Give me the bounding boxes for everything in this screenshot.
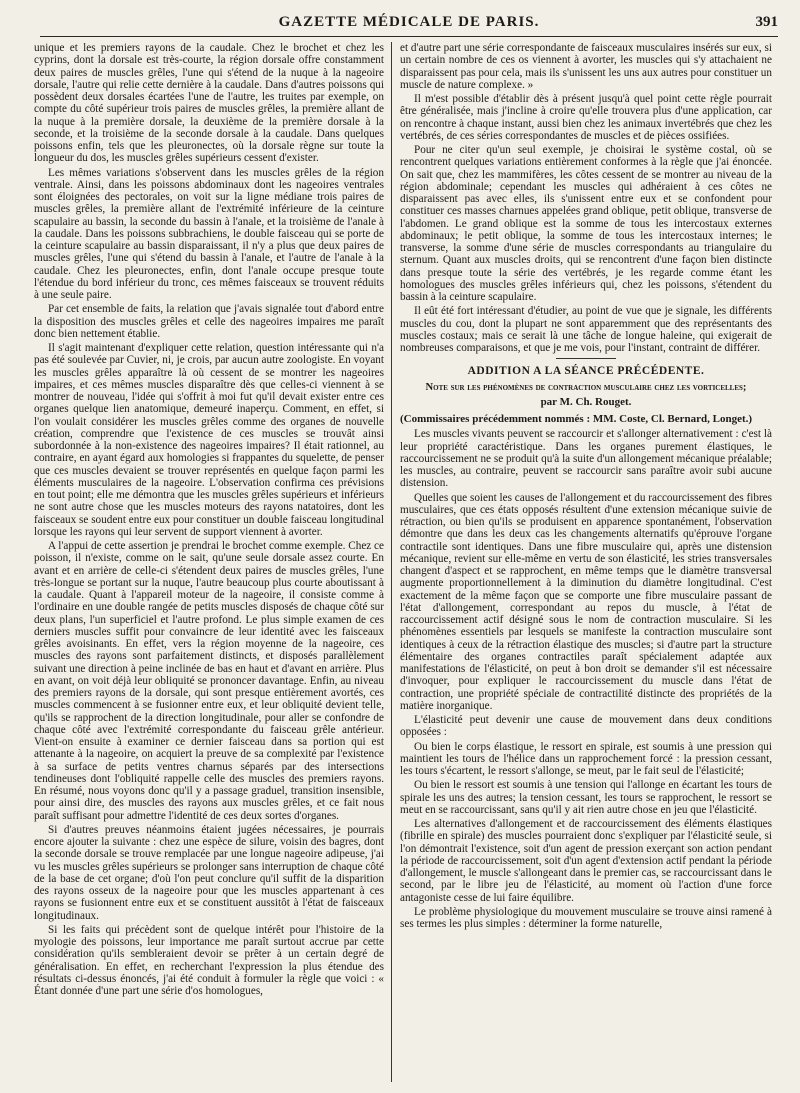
- page-number: 391: [755, 14, 778, 30]
- paragraph: Pour ne citer qu'un seul exemple, je choisirai le système costal, où se rencontrent quelques variations entièrement conformes à la règle que j'ai énoncée. On sait que, chez les mammifères, les côtes cessent de se montrer au niveau de la région abdominale; cependant les muscles qui adhéraient à ces côtes ne disparaissent pas avec elles, ils s'unissent entre eux et se confondent pour constituer ces masses charnues appelées grand oblique, petit oblique, transverse de l'abdomen. Le grand oblique est la somme de tous les intercostaux externes abdominaux; le petit oblique, la somme de tous les intercostaux internes; le transverse, la somme d'une série de muscles correspondants au triangulaire du sternum. Quant aux muscles droits, qui se rencontrent d'une façon bien distincte dans presque toute la série des vertébrés, je les regarde comme étant les homologues des muscles grêles inférieurs qui, chez les poissons, s'étendent du bassin à la ceinture scapulaire.: [400, 144, 772, 303]
- left-column: [34, 42, 384, 1082]
- column-divider: [391, 42, 392, 1082]
- page-header: [40, 12, 778, 36]
- journal-title: GAZETTE MÉDICALE DE PARIS.: [278, 14, 540, 30]
- right-column-intro: [400, 42, 772, 354]
- right-column: [400, 42, 772, 1082]
- addition-body: [400, 428, 772, 930]
- header-rule: [40, 36, 778, 37]
- paragraph: Les mêmes variations s'observent dans les muscles grêles de la région ventrale. Ainsi, dans les poissons abdominaux dont les nageoires ventrales sont éloignées des pectorales, on voit sur la ligne médiane trois paires de muscles grêles, la première allant de l'extrémité inférieure de la ceinture scapulaire au bassin, la seconde du bassin à l'anale, et la troisième de l'anale à la caudale. Dans les poissons subbrachiens, le double faisceau qui se porte de la ceinture scapulaire au bassin disparaissant, il n'y a plus que deux paires de muscles grêles, l'une qui s'étend du bassin à l'anale, et l'autre de l'anale à la caudale. Chez les pleuronectes, enfin, dont l'anale occupe presque toute l'étendue du bord inférieur du tronc, ces mêmes faisceaux se trouvent réduits à une seule paire.: [34, 166, 384, 301]
- paragraph: Par cet ensemble de faits, la relation que j'avais signalée tout d'abord entre la disposition des muscles grêles et celle des nageoires impaires me paraît donc bien nettement établie.: [34, 303, 384, 340]
- paragraph: Il s'agit maintenant d'expliquer cette relation, question intéressante qui n'a pas été soulevée par Cuvier, ni, je crois, par aucun autre zoologiste. En voyant les muscles grêles apparaître là où cessent de se montrer les nageoires impaires, et ces mêmes muscles disparaître dès que celles-ci viennent à se montrer de nouveau, l'idée qui s'offrit à moi fut qu'il devait exister entre ces organes quelque lien anatomique, demeuré inaperçu. Comment, en effet, si l'on voulait considérer les muscles grêles comme des organes de nouvelle création, comprendre que l'existence de ces muscles se trouvât ainsi subordonnée à la non-existence des nageoires impaires? Il était rationnel, au contraire, en ayant égard aux homologies si frappantes du squelette, de penser que ces muscles devaient se trouver représentés en quelque façon parmi les éléments musculaires de la nageoire. L'observation confirma ces prévisions en tout point; elle me démontra que les muscles grêles supérieurs et inférieurs ne sont autre chose que les muscles moteurs des rayons natatoires, dont les faisceaux se soudent entre eux pour constituer un double faisceau longitudinal lorsque les rayons qui leur servent de support viennent à avorter.: [34, 342, 384, 538]
- paragraph: Si les faits qui précèdent sont de quelque intérêt pour l'histoire de la myologie des poissons, leur importance me paraît surtout accrue par cette considération qu'ils sembleraient devoir se prêter à un certain degré de généralisation. En effet, en recherchant l'expression la plus étendue des résultats ci-dessus énoncés, j'ai été conduit à formuler la règle que voici : « Étant donnée d'une part une série d'os homologues,: [34, 923, 384, 997]
- paragraph: Si d'autres preuves néanmoins étaient jugées nécessaires, je pourrais encore ajouter la suivante : chez une espèce de silure, voisin des bagres, dont la seconde dorsale se trouve remplacée par une longue nageoire adipeuse, j'ai vu les muscles grêles supérieurs se prolonger sans interruption de chaque côté de la base de cet organe; d'où l'on peut conclure qu'il suffit de la disparition des rayons osseux de la nageoire pour que les muscles appartenant à ces rayons se fusionnent entre eux et se constituent aussitôt à l'état de faisceaux longitudinaux.: [34, 823, 384, 922]
- section-rule: [556, 358, 616, 359]
- paragraph: unique et les premiers rayons de la caudale. Chez le brochet et chez les cyprins, dont la dorsale est très-courte, la région dorsale offre constamment deux paires de muscles grêles, l'une qui s'étend de la nuque à la nageoire dorsale, l'autre qui relie cette dernière à la caudale. Dans d'autres poissons qui possèdent deux dorsales écartées l'une de l'autre, les truites par exemple, on compte du côté supérieur trois paires de muscles grêles, la première allant de la nuque à la première dorsale, la deuxième de la première dorsale à la seconde, et la troisième de la seconde dorsale à la caudale. Dans quelques poissons enfin, tels que les pleuronectes, où la dorsale règne sur toute la longueur du dos, les muscles grêles supérieurs cessent d'exister.: [34, 42, 384, 165]
- addition-commission: (Commissaires précédemment nommés : MM. Coste, Cl. Bernard, Longet.): [400, 413, 753, 425]
- paragraph: Ou bien le ressort est soumis à une tension qui l'allonge en écartant les tours de spirale les uns des autres; la tension cessant, les tours se rapprochent, le ressort se meut en se raccourcissant, sans qu'il y ait rien autre chose en jeu que l'élasticité.: [400, 779, 772, 816]
- paragraph: Quelles que soient les causes de l'allongement et du raccourcissement des fibres musculaires, que ces états opposés résultent d'une extension mécanique suivie de rétraction, ou bien qu'ils se produisent en apparence spontanément, l'observation démontre que dans les deux cas les changements alternatifs qu'éprouve l'organe contractile sont identiques. Dans une fibre musculaire qui, après une distension mécanique, revient sur elle-même en vertu de son élasticité, les stries transversales changent d'aspect et se rapprochent, en même temps que le diamètre transversal augmente proportionnellement à la diminution du diamètre longitudinal. C'est exactement de la même façon que se comporte une fibre musculaire passant de l'état d'allongement, correspondant au repos du muscle, à l'état de raccourcissement actif désigné sous le nom de contraction musculaire. Si les phénomènes essentiels par lesquels se manifeste la contraction musculaire sont identiques à ceux de la rétraction élastique des muscles; si d'autre part la structure élémentaire des organes contractiles paraît spécialement adaptée aux manifestations de l'élasticité, on peut à bon droit se demander s'il est nécessaire d'invoquer, pour expliquer le raccourcissement du muscle dans l'état de contraction, une propriété spéciale de contractilité distincte des propriétés de la matière inorganique.: [400, 491, 772, 712]
- paragraph: Le problème physiologique du mouvement musculaire se trouve ainsi ramené à ses termes les plus simples : déterminer la forme naturelle,: [400, 905, 772, 930]
- paragraph: et d'autre part une série correspondante de faisceaux musculaires insérés sur eux, si un certain nombre de ces os viennent à avorter, les muscles qui s'y attachaient ne disparaissent pas pour cela, mais ils s'unissent les uns aux autres pour constituer un muscle de nature complexe. »: [400, 42, 772, 91]
- paragraph: L'élasticité peut devenir une cause de mouvement dans deux conditions opposées :: [400, 714, 772, 739]
- paragraph: A l'appui de cette assertion je prendrai le brochet comme exemple. Chez ce poisson, il n'existe, comme on le sait, qu'une seule dorsale assez courte. En avant et en arrière de celle-ci s'étendent deux paires de muscles grêles, l'une très-longue se portant sur la nuque, l'autre beaucoup plus courte aboutissant à la caudale. Quant à l'appareil moteur de la nageoire, il consiste comme à l'ordinaire en une double rangée de petits muscles disposés de chaque côté sur deux plans, l'un superficiel et l'autre profond. Le plus simple examen de ces derniers muscles suffit pour convaincre de leur identité avec les faisceaux grêles avoisinants. En effet, vers la région moyenne de la nageoire, ces muscles des rayons sont parfaitement distincts, et disposés parallèlement suivant une direction à peine inclinée de bas en haut et d'avant en arrière. Plus en avant, on voit déjà leur obliquité se prononcer davantage. Enfin, au niveau des premiers rayons de la dorsale, qui sont presque entièrement avortés, ces muscles commencent à se fusionner entre eux, et leur obliquité devient telle, qu'ils se rapprochent de la direction longitudinale, pour aller se confondre de chaque côté avec l'extrémité correspondante du faisceau grêle antérieur. Vient-on ensuite à examiner ce dernier faisceau dans sa portion qui est attenante à la nageoire, on acquiert la preuve de sa complexité par l'existence à sa surface de petits ventres charnus séparés par des intersections tendineuses dont l'obliquité rappelle celle des muscles des premiers rayons. En résumé, nous voyons donc qu'il y a passage graduel, transition insensible, pour ainsi dire, des muscles des rayons aux muscles grêles, et ce fait nous paraît suffisant pour admettre l'identité de ces deux sortes d'organes.: [34, 540, 384, 822]
- addition-author: par M. Ch. Rouget.: [540, 395, 632, 408]
- addition-subtitle: [400, 382, 772, 394]
- addition-title: ADDITION A LA SÉANCE PRÉCÉDENTE.: [467, 365, 705, 378]
- paragraph: Ou bien le corps élastique, le ressort en spirale, est soumis à une pression qui maintient les tours de l'hélice dans un rapprochement forcé : la pression cessant, les tours s'écartent, le ressort s'allonge, se meut, par le fait seul de l'élasticité;: [400, 740, 772, 777]
- paragraph: Les muscles vivants peuvent se raccourcir et s'allonger alternativement : c'est là leur propriété caractéristique. Dans les organes purement élastiques, le raccourcissement ne se produit qu'à la suite d'un allongement mécanique préalable; les muscles, au contraire, peuvent se raccourcir sans paraître avoir subi aucune distension.: [400, 428, 772, 490]
- paragraph: Les alternatives d'allongement et de raccourcissement des éléments élastiques (fibrille en spirale) des muscles pourraient donc s'expliquer par l'élasticité seule, si l'on démontrait l'existence, soit d'un agent de pression exerçant son action pendant la période de raccourcissement, soit d'un agent d'extension actif pendant la période d'allongement, le muscle s'allongeant dans le premier cas, se raccourcissant dans le second, par le libre jeu de l'élasticité, au moment où l'action d'une force antagoniste cesse de lui faire équilibre.: [400, 818, 772, 904]
- addition-subtitle-text: Note sur les phénomènes de contraction musculaire chez les vorticelles;: [425, 381, 747, 393]
- paragraph: Il eût été fort intéressant d'étudier, au point de vue que je signale, les différents muscles du cou, dont la plupart ne sont apparemment que des représentants des muscles costaux; mais ce serait là une tâche de longue haleine, qui exigerait de nombreuses comparaisons, et que je me vois, pour l'instant, contraint de différer.: [400, 305, 772, 354]
- paragraph: Il m'est possible d'établir dès à présent jusqu'à quel point cette règle pourrait être généralisée, mais j'incline à croire qu'elle trouvera plus d'une application, car on rencontre à chaque instant, aussi bien chez les animaux invertébrés que chez les vertébrés, de ces séries correspondantes de muscles et de pièces ossifiées.: [400, 93, 772, 142]
